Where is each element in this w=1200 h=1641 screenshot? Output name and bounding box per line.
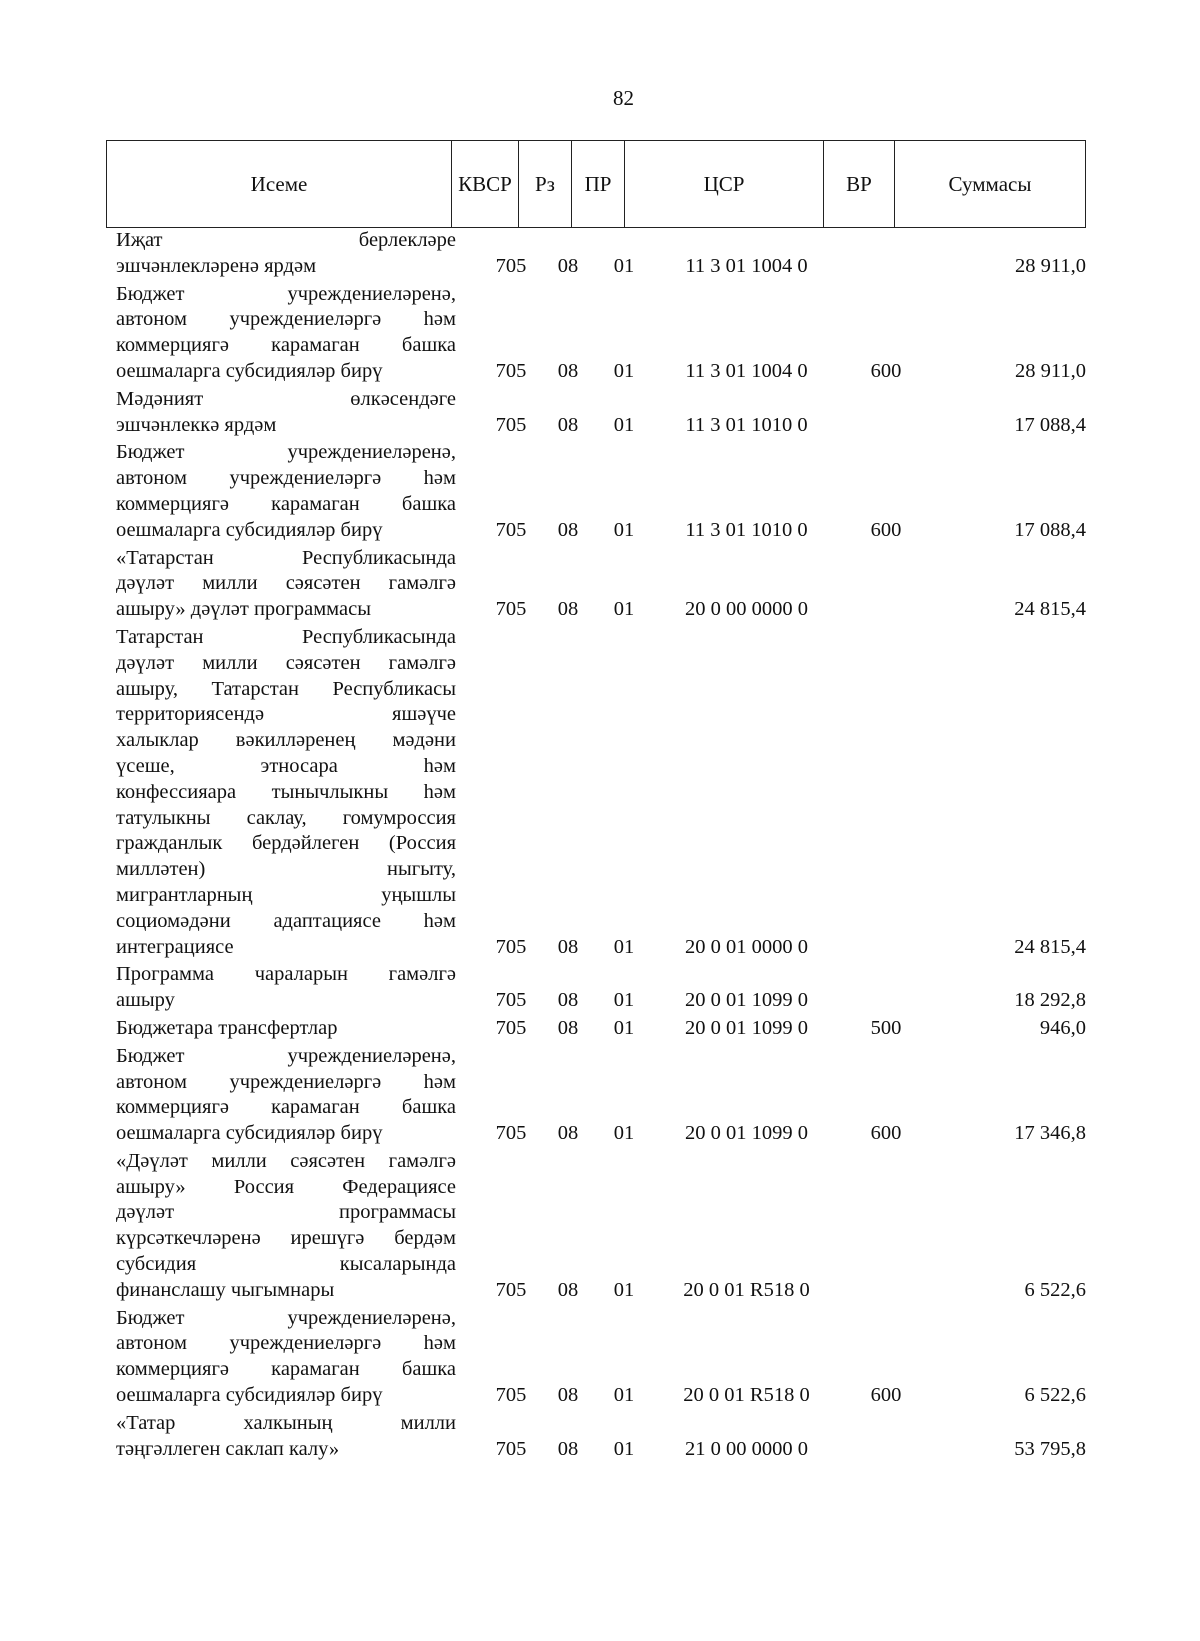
row-name (116, 1149, 456, 1304)
row-name-line: оешмаларга субсидияләр бирү (116, 1122, 383, 1145)
row-name-line: автоном учреждениеләргә һәм (116, 467, 456, 490)
cell-csr: 11 3 01 1010 0 (685, 413, 808, 436)
cell-pr: 01 (613, 1384, 635, 1407)
cell-csr: 20 0 01 1099 0 (685, 1016, 808, 1039)
header-pr: ПР (572, 141, 625, 228)
header-vr: ВР (824, 141, 895, 228)
cell-pr: 01 (613, 1016, 635, 1039)
table-row (116, 1044, 1116, 1147)
cell-rz: 08 (557, 359, 579, 382)
cell-rz: 08 (557, 518, 579, 541)
header-name: Исеме (107, 141, 452, 228)
row-name-line: автоном учреждениеләргә һәм (116, 308, 456, 331)
row-name (116, 282, 456, 385)
row-name-line: Мәдәният өлкәсендәге (116, 387, 456, 410)
row-name-line: «Татар халкының милли (116, 1411, 456, 1434)
budget-table-header (106, 140, 1086, 228)
cell-kvsr: 705 (495, 359, 527, 382)
row-name-line: оешмаларга субсидияләр бирү (116, 1384, 383, 1407)
row-name-line: конфессияара тынычлыкны һәм (116, 780, 456, 803)
cell-kvsr: 705 (495, 1016, 527, 1039)
cell-vr: 600 (870, 1384, 902, 1407)
row-name-line: үсеше, этносара һәм (116, 754, 456, 777)
cell-rz: 08 (557, 413, 579, 436)
cell-vr: 600 (870, 359, 902, 382)
cell-sum: 24 815,4 (1014, 598, 1086, 621)
cell-sum: 28 911,0 (1015, 359, 1086, 382)
cell-pr: 01 (613, 989, 635, 1012)
cell-pr: 01 (613, 1437, 635, 1460)
row-name-line: ашыру» дәүләт программасы (116, 598, 371, 621)
table-row (116, 625, 1116, 960)
cell-rz: 08 (557, 989, 579, 1012)
cell-sum: 6 522,6 (1024, 1384, 1086, 1407)
cell-csr: 20 0 01 0000 0 (685, 935, 808, 958)
row-name-line: дәүләт программасы (116, 1201, 456, 1224)
cell-csr: 20 0 00 0000 0 (685, 598, 808, 621)
row-name-line: дәүләт милли сәясәтен гамәлгә (116, 572, 456, 595)
table-row (116, 962, 1116, 1014)
cell-kvsr: 705 (495, 254, 527, 277)
row-name-line: Бюджет учреждениеләренә, (116, 441, 456, 464)
row-name-line: ашыру» Россия Федерациясе (116, 1175, 456, 1198)
table-row (116, 546, 1116, 623)
cell-csr: 20 0 01 1099 0 (685, 1122, 808, 1145)
table-row (116, 1411, 1116, 1463)
cell-csr: 11 3 01 1004 0 (685, 254, 808, 277)
cell-pr: 01 (613, 359, 635, 382)
cell-kvsr: 705 (495, 989, 527, 1012)
row-name-line: социомәдәни адаптациясе һәм (116, 909, 456, 932)
row-name (116, 962, 456, 1014)
row-name-line: Татарстан Республикасында (116, 625, 456, 648)
row-name-line: татулыкны саклау, гомумроссия (116, 806, 456, 829)
cell-sum: 17 088,4 (1014, 413, 1086, 436)
cell-rz: 08 (557, 1384, 579, 1407)
row-name-line: финанслашу чыгымнары (116, 1278, 335, 1301)
page-number: 82 (613, 86, 634, 110)
row-name-line: тәңгәллеген саклап калу» (116, 1437, 340, 1460)
header-kvsr: КВСР (452, 141, 519, 228)
row-name-line: Бюджетара трансфертлар (116, 1016, 338, 1039)
row-name-line: автоном учреждениеләргә һәм (116, 1332, 456, 1355)
cell-rz: 08 (557, 1278, 579, 1301)
row-name-line: ашыру (116, 989, 175, 1012)
row-name (116, 1411, 456, 1463)
table-row (116, 387, 1116, 439)
cell-pr: 01 (613, 254, 635, 277)
row-name-line: «Татарстан Республикасында (116, 546, 456, 569)
row-name (116, 625, 456, 960)
cell-rz: 08 (557, 254, 579, 277)
cell-rz: 08 (557, 935, 579, 958)
row-name-line: Бюджет учреждениеләренә, (116, 282, 456, 305)
cell-pr: 01 (613, 935, 635, 958)
cell-sum: 17 088,4 (1014, 518, 1086, 541)
row-name-line: ашыру, Татарстан Республикасы (116, 677, 456, 700)
table-row (116, 440, 1116, 543)
row-name-line: күрсәткечләренә ирешүгә бердәм (116, 1227, 456, 1250)
row-name-line: милләтен) ныгыту, (116, 858, 456, 881)
cell-csr: 11 3 01 1004 0 (685, 359, 808, 382)
cell-pr: 01 (613, 413, 635, 436)
cell-sum: 946,0 (1039, 1016, 1086, 1039)
row-name-line: Бюджет учреждениеләренә, (116, 1306, 456, 1329)
budget-table-body (116, 228, 1116, 1464)
row-name-line: дәүләт милли сәясәтен гамәлгә (116, 651, 456, 674)
cell-vr: 600 (870, 518, 902, 541)
table-row (116, 228, 1116, 280)
cell-sum: 17 346,8 (1014, 1122, 1086, 1145)
cell-vr: 500 (870, 1016, 902, 1039)
header-csr: ЦСР (625, 141, 824, 228)
cell-vr: 600 (870, 1122, 902, 1145)
row-name-line: Программа чараларын гамәлгә (116, 963, 456, 986)
header-sum: Суммасы (895, 141, 1086, 228)
cell-sum: 24 815,4 (1014, 935, 1086, 958)
row-name-line: эшчәнлекләренә ярдәм (116, 254, 317, 277)
row-name-line: интеграциясе (116, 935, 234, 958)
cell-kvsr: 705 (495, 1122, 527, 1145)
row-name (116, 1016, 456, 1042)
cell-pr: 01 (613, 518, 635, 541)
row-name-line: коммерциягә карамаган башка (116, 1358, 456, 1381)
cell-kvsr: 705 (495, 1384, 527, 1407)
cell-sum: 6 522,6 (1024, 1278, 1086, 1301)
row-name-line: эшчәнлеккә ярдәм (116, 413, 277, 436)
row-name-line: гражданлык бердәйлеген (Россия (116, 832, 456, 855)
header-row (107, 141, 1086, 228)
cell-rz: 08 (557, 598, 579, 621)
table-row (116, 1149, 1116, 1304)
row-name-line: халыклар вәкилләренең мәдәни (116, 729, 456, 752)
row-name (116, 228, 456, 280)
row-name (116, 440, 456, 543)
row-name (116, 387, 456, 439)
table-row (116, 282, 1116, 385)
cell-rz: 08 (557, 1122, 579, 1145)
cell-pr: 01 (613, 1278, 635, 1301)
row-name-line: коммерциягә карамаган башка (116, 492, 456, 515)
row-name-line: автоном учреждениеләргә һәм (116, 1070, 456, 1093)
row-name (116, 1306, 456, 1409)
cell-csr: 20 0 01 R518 0 (683, 1278, 810, 1301)
row-name-line: оешмаларга субсидияләр бирү (116, 518, 383, 541)
cell-rz: 08 (557, 1016, 579, 1039)
row-name-line: оешмаларга субсидияләр бирү (116, 359, 383, 382)
row-name (116, 546, 456, 623)
cell-csr: 11 3 01 1010 0 (685, 518, 808, 541)
header-rz: Рз (519, 141, 572, 228)
row-name-line: Бюджет учреждениеләренә, (116, 1044, 456, 1067)
row-name-line: коммерциягә карамаган башка (116, 1096, 456, 1119)
cell-rz: 08 (557, 1437, 579, 1460)
table-row (116, 1306, 1116, 1409)
cell-kvsr: 705 (495, 1437, 527, 1460)
cell-pr: 01 (613, 1122, 635, 1145)
cell-csr: 21 0 00 0000 0 (685, 1437, 808, 1460)
row-name-line: территориясендә яшәүче (116, 703, 456, 726)
cell-sum: 28 911,0 (1015, 254, 1086, 277)
row-name-line: Иҗат берлекләре (116, 229, 456, 251)
row-name (116, 1044, 456, 1147)
row-name-line: субсидия кысаларында (116, 1253, 456, 1276)
cell-kvsr: 705 (495, 413, 527, 436)
row-name-line: коммерциягә карамаган башка (116, 334, 456, 357)
cell-kvsr: 705 (495, 935, 527, 958)
cell-csr: 20 0 01 1099 0 (685, 989, 808, 1012)
cell-kvsr: 705 (495, 518, 527, 541)
cell-csr: 20 0 01 R518 0 (683, 1384, 810, 1407)
cell-kvsr: 705 (495, 1278, 527, 1301)
cell-sum: 53 795,8 (1014, 1437, 1086, 1460)
row-name-line: «Дәүләт милли сәясәтен гамәлгә (116, 1149, 456, 1172)
cell-kvsr: 705 (495, 598, 527, 621)
table-row (116, 1016, 1116, 1042)
row-name-line: мигрантларның уңышлы (116, 883, 456, 906)
cell-sum: 18 292,8 (1014, 989, 1086, 1012)
cell-pr: 01 (613, 598, 635, 621)
